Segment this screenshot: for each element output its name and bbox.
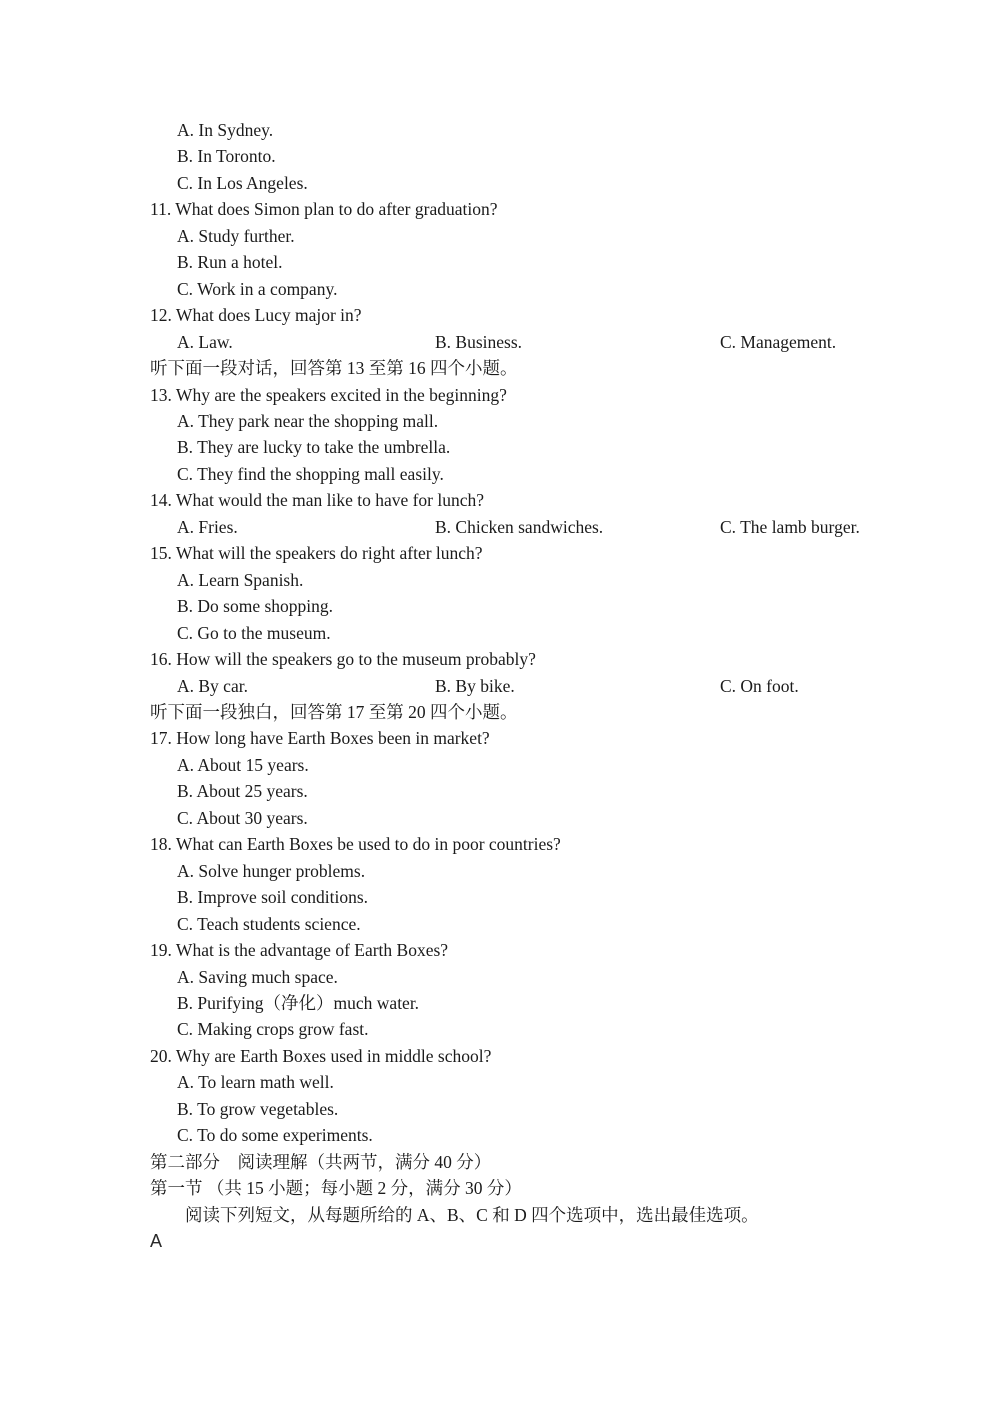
question-line: 19. What is the advantage of Earth Boxes? — [150, 940, 449, 961]
option-line: A. Learn Spanish. — [177, 569, 304, 590]
option-line: A. Saving much space. — [177, 966, 338, 987]
instruction-paragraph: 阅读下列短文，从每题所给的 A、B、C 和 D 四个选项中，选出最佳选项。 — [185, 1204, 759, 1225]
option-cell: A. By car. — [177, 675, 248, 696]
question-line: 17. How long have Earth Boxes been in market? — [150, 728, 490, 749]
option-line: A. They park near the shopping mall. — [177, 410, 439, 431]
question-line: 18. What can Earth Boxes be used to do in poor countries? — [150, 834, 561, 855]
question-line: 13. Why are the speakers excited in the beginning? — [150, 384, 507, 405]
option-line: B. To grow vegetables. — [177, 1098, 339, 1119]
question-line: 16. How will the speakers go to the museum probably? — [150, 649, 536, 670]
option-cell: B. Chicken sandwiches. — [435, 516, 604, 537]
option-line: C. Teach students science. — [177, 913, 361, 934]
option-line: A. Solve hunger problems. — [177, 860, 366, 881]
option-line: B. Purifying（净化）much water. — [177, 992, 420, 1013]
option-line: C. In Los Angeles. — [177, 172, 308, 193]
section-instruction-line: 听下面一段对话，回答第 13 至第 16 四个小题。 — [150, 358, 518, 379]
question-line: 14. What would the man like to have for lunch? — [150, 490, 485, 511]
section-instruction-line: 第二部分 阅读理解（共两节，满分 40 分） — [150, 1151, 492, 1172]
option-line: C. Work in a company. — [177, 278, 338, 299]
question-line: 12. What does Lucy major in? — [150, 305, 362, 326]
option-cell: A. Fries. — [177, 516, 238, 537]
option-line: C. To do some experiments. — [177, 1125, 373, 1146]
option-line: C. Making crops grow fast. — [177, 1019, 369, 1040]
section-instruction-line: 听下面一段独白，回答第 17 至第 20 四个小题。 — [150, 701, 518, 722]
options-row — [150, 673, 920, 699]
option-line: B. They are lucky to take the umbrella. — [177, 437, 451, 458]
option-line: C. Go to the museum. — [177, 622, 331, 643]
options-row — [150, 514, 920, 540]
passage-label: A — [150, 1231, 163, 1252]
option-cell: B. Business. — [435, 331, 523, 352]
option-line: B. Improve soil conditions. — [177, 887, 369, 908]
option-line: B. Do some shopping. — [177, 596, 334, 617]
section-instruction-line: 第一节 （共 15 小题；每小题 2 分，满分 30 分） — [150, 1178, 522, 1199]
option-line: B. About 25 years. — [177, 781, 308, 802]
question-line: 11. What does Simon plan to do after graduation? — [150, 199, 498, 220]
option-cell: C. The lamb burger. — [720, 516, 860, 537]
option-line: A. Study further. — [177, 225, 295, 246]
option-cell: B. By bike. — [435, 675, 515, 696]
option-line: C. They find the shopping mall easily. — [177, 463, 444, 484]
options-row — [150, 329, 920, 355]
option-line: C. About 30 years. — [177, 807, 308, 828]
option-line: B. Run a hotel. — [177, 252, 283, 273]
option-cell: C. Management. — [720, 331, 837, 352]
document-body — [150, 117, 920, 1254]
question-line: 20. Why are Earth Boxes used in middle school? — [150, 1045, 492, 1066]
option-line: A. About 15 years. — [177, 754, 309, 775]
question-line: 15. What will the speakers do right after lunch? — [150, 543, 483, 564]
option-line: A. To learn math well. — [177, 1072, 334, 1093]
option-cell: A. Law. — [177, 331, 233, 352]
option-line: B. In Toronto. — [177, 146, 276, 167]
option-cell: C. On foot. — [720, 675, 799, 696]
option-line: A. In Sydney. — [177, 120, 274, 140]
